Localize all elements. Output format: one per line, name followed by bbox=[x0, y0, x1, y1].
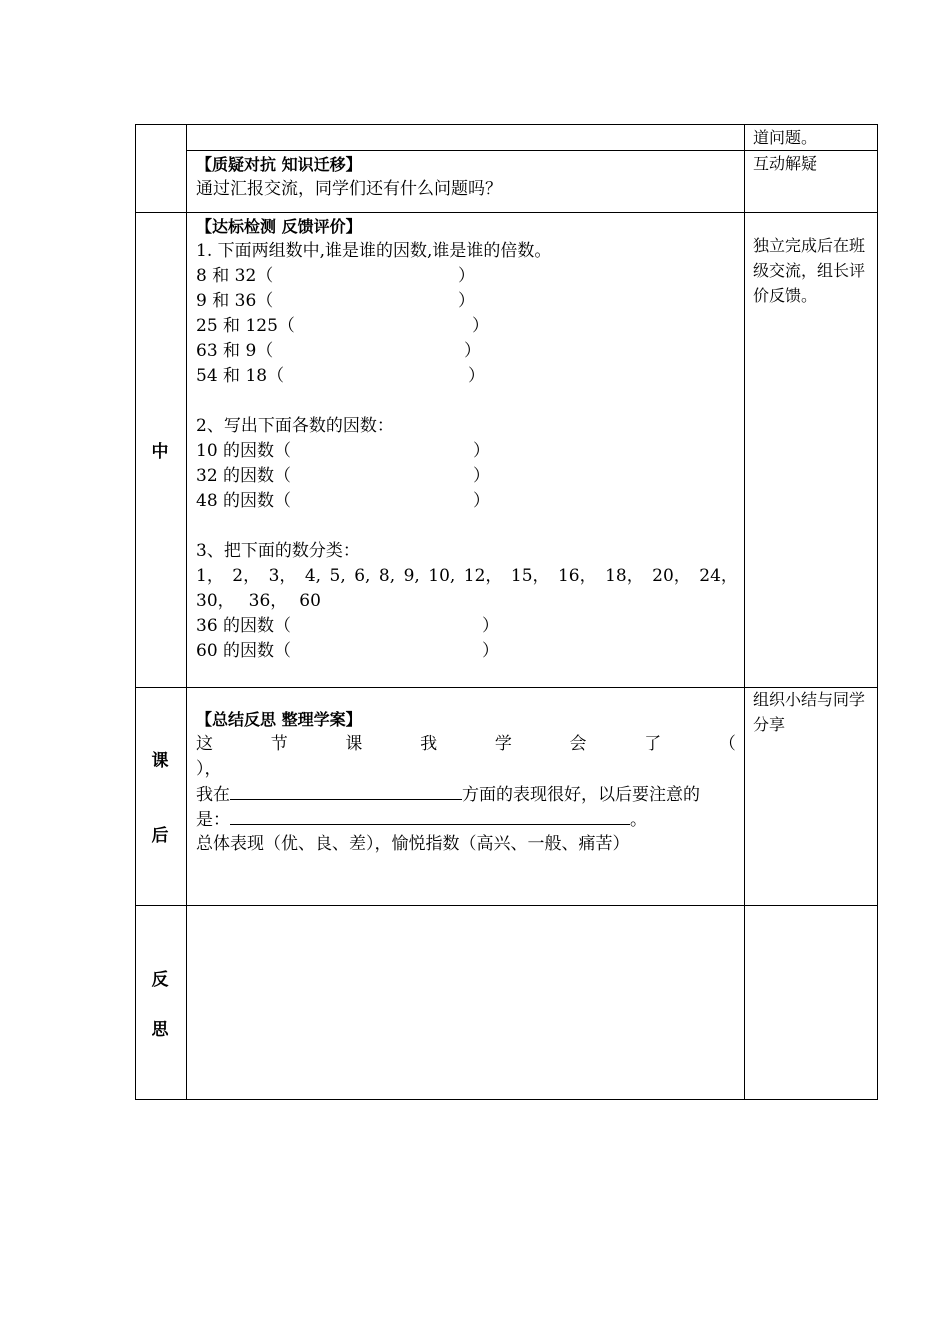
lesson-plan-table bbox=[135, 124, 878, 1100]
summary-word: 课 bbox=[345, 734, 363, 754]
q3-number: 24， bbox=[699, 566, 738, 586]
qa-text: 通过汇报交流，同学们还有什么问题吗？ bbox=[196, 179, 502, 199]
column-divider bbox=[744, 124, 745, 1100]
q1-item-close: ） bbox=[472, 316, 489, 336]
check-heading: 【达标检测 反馈评价】 bbox=[196, 217, 362, 236]
q1-item bbox=[196, 289, 738, 314]
blank-underline[interactable] bbox=[230, 807, 630, 825]
summary-word: （ bbox=[718, 734, 736, 754]
check-section bbox=[196, 214, 738, 664]
q2-item-close: ） bbox=[473, 466, 490, 486]
q3-number: 3， bbox=[268, 566, 297, 586]
summary-line3-prefix: 我在 bbox=[196, 785, 230, 805]
summary-line4-prefix: 是： bbox=[196, 810, 230, 830]
summary-heading: 【总结反思 整理学案】 bbox=[196, 710, 362, 729]
q2-item-close: ） bbox=[473, 491, 490, 511]
q3-item-text: 36 的因数（ bbox=[196, 616, 292, 636]
section-label-hou: 后 bbox=[151, 826, 169, 846]
summary-word: 我 bbox=[420, 734, 438, 754]
section-label-ke: 课 bbox=[151, 751, 169, 771]
q3-number: 9, bbox=[403, 566, 420, 586]
summary-section bbox=[196, 707, 736, 857]
summary-word: 会 bbox=[569, 734, 587, 754]
spacer bbox=[196, 514, 738, 539]
summary-line5: 总体表现（优、良、差），愉悦指数（高兴、一般、痛苦） bbox=[196, 834, 630, 854]
row-divider bbox=[135, 212, 878, 213]
q3-numbers-line2 bbox=[196, 589, 738, 614]
q2-item bbox=[196, 489, 738, 514]
q3-number: 20， bbox=[652, 566, 691, 586]
q3-numbers-line1 bbox=[196, 564, 738, 589]
q1-item bbox=[196, 264, 738, 289]
q1-item bbox=[196, 339, 738, 364]
q2-item-text: 48 的因数（ bbox=[196, 491, 292, 511]
q2-item bbox=[196, 464, 738, 489]
q3-item-close: ） bbox=[482, 641, 499, 661]
q3-item bbox=[196, 614, 738, 639]
q1-item bbox=[196, 364, 738, 389]
q3-item bbox=[196, 639, 738, 664]
q1-title: 1. 下面两组数中,谁是谁的因数,谁是谁的倍数。 bbox=[196, 241, 552, 261]
q3-number: 5, bbox=[329, 566, 346, 586]
spacer bbox=[196, 389, 738, 414]
q3-number: 15， bbox=[510, 566, 550, 586]
q2-item-text: 32 的因数（ bbox=[196, 466, 292, 486]
q2-item bbox=[196, 439, 738, 464]
summary-word: 了 bbox=[644, 734, 662, 754]
side-note-top: 道问题。 bbox=[753, 128, 818, 147]
table-border-bottom bbox=[135, 1099, 878, 1100]
q3-number: 2， bbox=[232, 566, 261, 586]
table-border-left bbox=[135, 124, 136, 1100]
section-label-si: 思 bbox=[151, 1020, 169, 1040]
summary-word: 这 bbox=[196, 734, 213, 754]
summary-side-note: 组织小结与同学分享 bbox=[753, 690, 866, 734]
summary-word: 学 bbox=[494, 734, 512, 754]
q1-item-text: 9 和 36（ bbox=[196, 291, 274, 311]
q3-number: 60 bbox=[299, 591, 321, 611]
qa-section bbox=[196, 152, 736, 202]
q1-item-text: 8 和 32（ bbox=[196, 266, 274, 286]
q3-number: 1， bbox=[196, 566, 224, 586]
q1-item-text: 54 和 18（ bbox=[196, 366, 285, 386]
q2-title: 2、写出下面各数的因数： bbox=[196, 416, 394, 436]
summary-line4-suffix: 。 bbox=[630, 810, 647, 830]
q3-title: 3、把下面的数分类： bbox=[196, 541, 360, 561]
q1-item-text: 25 和 125（ bbox=[196, 316, 295, 336]
q3-number: 30， bbox=[196, 591, 235, 611]
q3-number: 16， bbox=[557, 566, 597, 586]
blank-underline[interactable] bbox=[230, 782, 462, 800]
q1-item-text: 63 和 9（ bbox=[196, 341, 274, 361]
q3-number: 6, bbox=[354, 566, 371, 586]
q1-item bbox=[196, 314, 738, 339]
q1-item-close: ） bbox=[458, 266, 475, 286]
q3-number: 10, bbox=[428, 566, 456, 586]
q1-item-close: ） bbox=[464, 341, 481, 361]
summary-line3 bbox=[196, 782, 736, 807]
check-side-note: 独立完成后在班级交流，组长评价反馈。 bbox=[753, 236, 866, 305]
q2-item-text: 10 的因数（ bbox=[196, 441, 292, 461]
summary-line4 bbox=[196, 807, 736, 832]
summary-line2: ）， bbox=[196, 759, 222, 779]
reflection-area[interactable] bbox=[187, 906, 744, 1099]
table-border-right bbox=[877, 124, 878, 1100]
section-label-fan: 反 bbox=[151, 970, 169, 990]
q3-number: 36， bbox=[248, 591, 288, 611]
summary-line3-suffix: 方面的表现很好，以后要注意的 bbox=[462, 785, 700, 805]
q3-item-text: 60 的因数（ bbox=[196, 641, 292, 661]
q3-number: 8, bbox=[378, 566, 396, 586]
summary-line1 bbox=[196, 732, 736, 757]
q2-item-close: ） bbox=[473, 441, 490, 461]
q1-item-close: ） bbox=[458, 291, 475, 311]
q3-number: 4, bbox=[304, 566, 322, 586]
summary-word: 节 bbox=[270, 734, 288, 754]
section-label-zhong: 中 bbox=[151, 442, 169, 462]
q1-item-close: ） bbox=[468, 366, 485, 386]
qa-side-note: 互动解疑 bbox=[753, 154, 818, 173]
q3-item-close: ） bbox=[482, 616, 499, 636]
q3-number: 18， bbox=[605, 566, 644, 586]
qa-heading: 【质疑对抗 知识迁移】 bbox=[196, 155, 362, 174]
q3-number: 12， bbox=[463, 566, 503, 586]
